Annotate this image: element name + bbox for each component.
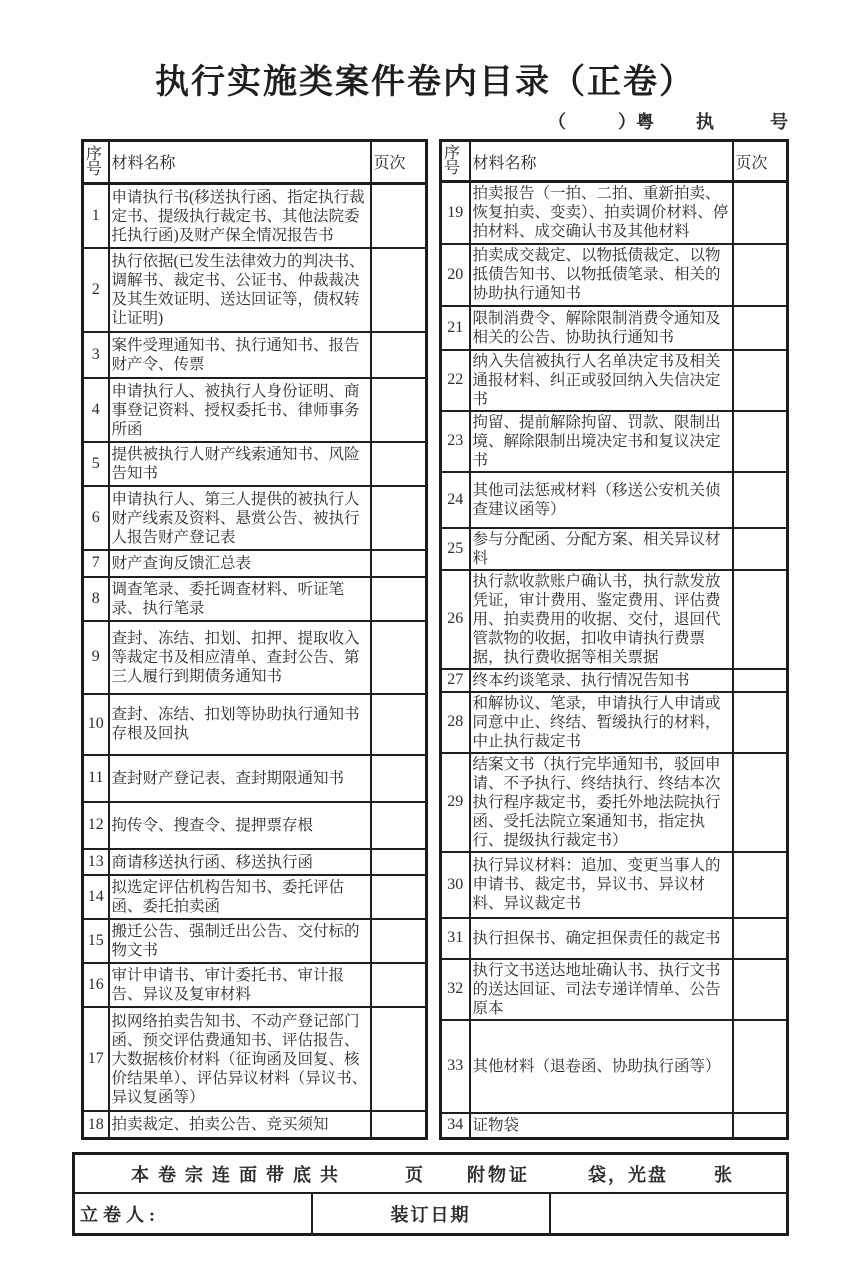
table-row (83, 1007, 427, 1111)
table-row (83, 1111, 427, 1138)
material-name-cell: 拘传令、搜查令、提押票存根 (109, 802, 371, 849)
table-row (441, 182, 788, 244)
table-row (441, 350, 788, 411)
column-header-material: 材料名称 (470, 141, 733, 182)
catalog-table-right (439, 139, 789, 1140)
page-number-cell (733, 472, 788, 528)
seq-cell: 20 (441, 244, 470, 306)
catalog-tables (81, 139, 850, 1140)
page-number-cell (371, 486, 427, 550)
table-row (441, 1113, 788, 1139)
table-row (83, 694, 427, 755)
material-name-cell: 拟选定评估机构告知书、委托评估函、委托拍卖函 (109, 875, 371, 919)
seq-cell: 7 (83, 550, 109, 576)
seq-cell: 4 (83, 378, 109, 442)
table-row (83, 442, 427, 486)
seq-cell: 29 (441, 753, 470, 852)
page-number-cell (733, 306, 788, 350)
seq-cell: 32 (441, 959, 470, 1020)
seq-cell: 34 (441, 1113, 470, 1139)
material-name-cell: 终本约谈笔录、执行情况告知书 (470, 669, 733, 692)
seq-cell: 16 (83, 963, 109, 1007)
column-header-seq: 序号 (441, 141, 470, 182)
page-number-cell (371, 849, 427, 875)
seq-cell: 11 (83, 755, 109, 802)
material-name-cell: 提供被执行人财产线索通知书、风险告知书 (109, 442, 371, 486)
seq-cell: 22 (441, 350, 470, 411)
column-header-page: 页次 (733, 141, 788, 182)
material-name-cell: 申请执行人、被执行人身份证明、商事登记资料、授权委托书、律师事务所函 (109, 378, 371, 442)
material-name-cell: 搬迁公告、强制迁出公告、交付标的物文书 (109, 919, 371, 963)
material-name-cell: 纳入失信被执行人名单决定书及相关通报材料、纠正或驳回纳入失信决定书 (470, 350, 733, 411)
header-row (83, 141, 427, 184)
table-row (441, 411, 788, 472)
table-row (83, 621, 427, 694)
table-row (83, 755, 427, 802)
case-number-open-paren: （ (548, 112, 566, 132)
page-number-cell (371, 621, 427, 694)
seq-cell: 13 (83, 849, 109, 875)
volume-summary-cell (74, 1154, 788, 1194)
table-row (83, 550, 427, 576)
page-number-cell (733, 182, 788, 244)
table-row (441, 472, 788, 528)
seq-cell: 12 (83, 802, 109, 849)
page-number-cell (733, 918, 788, 959)
material-name-cell: 查封、冻结、扣划、扣押、提取收入等裁定书及相应清单、查封公告、第三人履行到期债务通知书 (109, 621, 371, 694)
material-name-cell: 拍卖报告（一拍、二拍、重新拍卖、恢复拍卖、变卖）、拍卖调价材料、停拍材料、成交确认书及其他材料 (470, 182, 733, 244)
table-row (441, 244, 788, 306)
table-row (83, 577, 427, 621)
page-number-cell (371, 183, 427, 248)
material-name-cell: 执行款收款账户确认书，执行款发放凭证，审计费用、鉴定费用、评估费用、拍卖费用的收据、交付，退回代管款物的收据，扣收申请执行费票据，执行费收据等相关票据 (470, 570, 733, 669)
column-header-material: 材料名称 (109, 141, 371, 184)
case-number-hao: 号 (770, 112, 788, 132)
page-number-cell (733, 852, 788, 918)
table-row (441, 669, 788, 692)
material-name-cell: 执行担保书、确定担保责任的裁定书 (470, 918, 733, 959)
header-row (441, 141, 788, 182)
material-name-cell: 拍卖成交裁定、以物抵债裁定、以物抵债告知书、以物抵债笔录、相关的协助执行通知书 (470, 244, 733, 306)
table-row (83, 919, 427, 963)
table-row (441, 959, 788, 1020)
page-number-cell (371, 332, 427, 378)
table-row (441, 692, 788, 753)
table-row (441, 306, 788, 350)
seq-cell: 18 (83, 1111, 109, 1138)
binding-date-label-cell: 装订日期 (312, 1193, 550, 1235)
material-name-cell: 审计申请书、审计委托书、审计报告、异议及复审材料 (109, 963, 371, 1007)
summary-row (74, 1154, 788, 1194)
table-row (83, 875, 427, 919)
table-row (441, 852, 788, 918)
column-header-page: 页次 (371, 141, 427, 184)
filer-row (74, 1193, 788, 1235)
seq-cell: 31 (441, 918, 470, 959)
seq-cell: 23 (441, 411, 470, 472)
material-name-cell: 执行异议材料：追加、变更当事人的申请书、裁定书，异议书、异议材料、异议裁定书 (470, 852, 733, 918)
case-number-line (0, 109, 850, 135)
seq-cell: 27 (441, 669, 470, 692)
material-name-cell: 和解协议、笔录，申请执行人申请或同意中止、终结、暂缓执行的材料，中止执行裁定书 (470, 692, 733, 753)
material-name-cell: 参与分配函、分配方案、相关异议材料 (470, 528, 733, 570)
catalog-table-left (81, 139, 428, 1140)
page-number-cell (733, 528, 788, 570)
page-title: 执行实施类案件卷内目录（正卷） (155, 64, 695, 101)
seq-cell: 5 (83, 442, 109, 486)
document-page (0, 62, 850, 1264)
page-number-cell (733, 692, 788, 753)
material-name-cell: 拘留、提前解除拘留、罚款、限制出境、解除限制出境决定书和复议决定书 (470, 411, 733, 472)
seq-cell: 9 (83, 621, 109, 694)
material-name-cell: 限制消费令、解除限制消费令通知及相关的公告、协助执行通知书 (470, 306, 733, 350)
page-number-cell (733, 350, 788, 411)
page-number-cell (371, 577, 427, 621)
seq-cell: 17 (83, 1007, 109, 1111)
table-row (441, 1020, 788, 1113)
table-row (83, 332, 427, 378)
page-number-cell (371, 1007, 427, 1111)
seq-cell: 2 (83, 248, 109, 332)
footer-table (72, 1152, 789, 1236)
page-number-cell (371, 875, 427, 919)
material-name-cell: 执行依据(已发生法律效力的判决书、调解书、裁定书、公证书、仲裁裁决及其生效证明、送达回证等，债权转让证明) (109, 248, 371, 332)
seq-cell: 28 (441, 692, 470, 753)
table-row (441, 528, 788, 570)
seq-cell: 26 (441, 570, 470, 669)
seq-cell: 3 (83, 332, 109, 378)
material-name-cell: 拍卖裁定、拍卖公告、竞买须知 (109, 1111, 371, 1138)
material-name-cell: 拟网络拍卖告知书、不动产登记部门函、预交评估费通知书、评估报告、大数据核价材料（征询函及回复、核价结果单）、评估异议材料（异议书、异议复函等） (109, 1007, 371, 1111)
page-number-cell (733, 1113, 788, 1139)
seq-cell: 21 (441, 306, 470, 350)
summary-prefix-label: 本卷宗连面带底共 (131, 1164, 347, 1185)
material-name-cell: 申请执行书(移送执行函、指定执行裁定书、提级执行裁定书、其他法院委托执行函)及财产保全情况报告书 (109, 183, 371, 248)
page-number-cell (371, 694, 427, 755)
table-row (441, 753, 788, 852)
case-number-close-yue: ）粤 (618, 112, 654, 132)
bags-unit-label: 袋，光盘 (588, 1164, 668, 1185)
material-name-cell: 调查笔录、委托调查材料、听证笔录、执行笔录 (109, 577, 371, 621)
seq-cell: 15 (83, 919, 109, 963)
seq-cell: 25 (441, 528, 470, 570)
page-number-cell (733, 1020, 788, 1113)
material-name-cell: 案件受理通知书、执行通知书、报告财产令、传票 (109, 332, 371, 378)
page-number-cell (733, 411, 788, 472)
table-row (83, 378, 427, 442)
table-row (83, 802, 427, 849)
material-name-cell: 申请执行人、第三人提供的被执行人财产线索及资料、悬赏公告、被执行人报告财产登记表 (109, 486, 371, 550)
seq-cell: 24 (441, 472, 470, 528)
seq-cell: 10 (83, 694, 109, 755)
seq-cell: 30 (441, 852, 470, 918)
table-row (441, 570, 788, 669)
table-row (83, 963, 427, 1007)
binding-date-value-cell (550, 1193, 788, 1235)
material-name-cell: 执行文书送达地址确认书、执行文书的送达回证、司法专递详情单、公告原本 (470, 959, 733, 1020)
seq-cell: 33 (441, 1020, 470, 1113)
material-name-cell: 其他材料（退卷函、协助执行函等） (470, 1020, 733, 1113)
evidence-label: 附物证 (467, 1164, 530, 1185)
page-number-cell (371, 963, 427, 1007)
page-number-cell (371, 550, 427, 576)
page-number-cell (733, 959, 788, 1020)
seq-cell: 19 (441, 182, 470, 244)
material-name-cell: 商请移送执行函、移送执行函 (109, 849, 371, 875)
pages-unit-label: 页 (405, 1164, 423, 1185)
page-number-cell (371, 919, 427, 963)
material-name-cell: 证物袋 (470, 1113, 733, 1139)
page-number-cell (371, 755, 427, 802)
page-number-cell (733, 244, 788, 306)
page-number-cell (733, 669, 788, 692)
page-number-cell (733, 753, 788, 852)
seq-cell: 1 (83, 183, 109, 248)
page-number-cell (733, 570, 788, 669)
seq-cell: 6 (83, 486, 109, 550)
table-row (83, 248, 427, 332)
page-number-cell (371, 378, 427, 442)
case-number-zhi: 执 (696, 112, 714, 132)
table-row (83, 486, 427, 550)
column-header-seq: 序号 (83, 141, 109, 184)
seq-cell: 8 (83, 577, 109, 621)
material-name-cell: 查封、冻结、扣划等协助执行通知书存根及回执 (109, 694, 371, 755)
material-name-cell: 财产查询反馈汇总表 (109, 550, 371, 576)
page-number-cell (371, 442, 427, 486)
seq-cell: 14 (83, 875, 109, 919)
table-row (441, 918, 788, 959)
filer-cell: 立卷人: (74, 1193, 312, 1235)
page-number-cell (371, 1111, 427, 1138)
page-number-cell (371, 248, 427, 332)
table-row (83, 183, 427, 248)
material-name-cell: 查封财产登记表、查封期限通知书 (109, 755, 371, 802)
discs-unit-label: 张 (714, 1164, 732, 1185)
material-name-cell: 其他司法惩戒材料（移送公安机关侦查建议函等） (470, 472, 733, 528)
material-name-cell: 结案文书（执行完毕通知书，驳回申请、不予执行、终结执行、终结本次执行程序裁定书，委托外地法院执行函、受托法院立案通知书，指定执行、提级执行裁定书） (470, 753, 733, 852)
page-number-cell (371, 802, 427, 849)
table-row (83, 849, 427, 875)
